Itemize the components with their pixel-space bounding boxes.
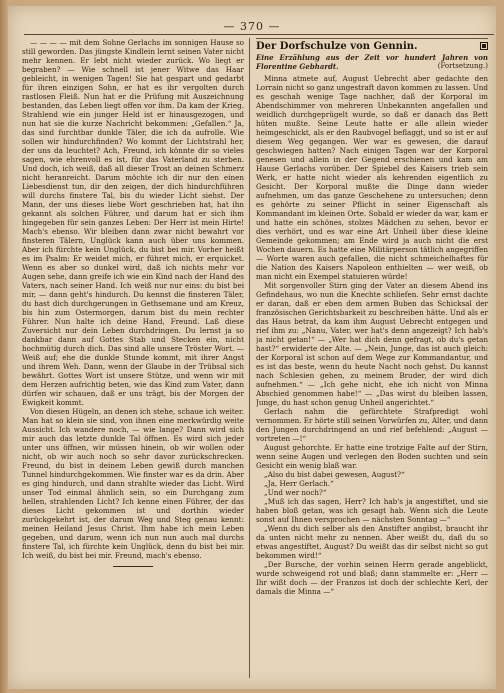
right-column	[256, 38, 488, 686]
story-paragraph: „Und wer noch?“	[264, 488, 327, 497]
column-divider	[249, 38, 250, 678]
story-paragraph: Gerlach nahm die gefürchtete Strafpredigt wohl vernommen. Er hörte still seinen Vorwürfen zu, Alter, und dann den Jungen durchdringend an und rief befehlend: „August — vortreten —!“	[256, 407, 488, 443]
left-paragraph: Von diesen Hügeln, an denen ich stehe, schaue ich weiter. Man hat so klein sie sind, von ihnen eine merkwürdig weite Aussicht. Ich wandere noch, — wie lange? Dann wird sich mir auch das letzte dunkle Tal öffnen. Es wird sich jeder unter uns öffnen, wir müssen hinein, ob wir wollen oder nicht, ob wir auch noch so sehr davor zurückschrecken. Freund, du bist in deinem Leben gewiß durch manchen Tunnel hindurchgekommen. Wie finster war es da drin. Aber es ging hindurch, und dann strahlte wieder das Licht. Wird unser Tod einmal ähnlich sein, so ein Durchgang zum hellen, strahlenden Licht? Ich kenne einen Führer, der das dieses Licht gekommen ist und dorthin wieder zurückgekehrt ist, der darum Weg und Steg genau kennt: meinen Heiland Jesus Christ. Ihm habe ich mein Leben gegeben, und darum, wenn ich nun nun auch mal durchs finstere Tal, ich fürchte kein Unglück, denn du bist bei mir. Ich weiß, du bist bei mir. Freund, mach's ebenso.	[22, 407, 244, 560]
story-subtitle	[256, 53, 488, 71]
left-column	[22, 38, 244, 686]
story-paragraph: „Ja, Herr Gerlach.“	[264, 479, 334, 488]
section-end-rule	[113, 566, 153, 567]
story-subtitle-text: Eine Erzählung aus der Zeit vor hundert Jahren von Florentine Gebhardt.	[256, 53, 488, 71]
story-title-text: Der Dorfschulze von Gennin.	[256, 41, 418, 52]
ornament-square-icon	[480, 42, 488, 50]
story-paragraph: „Der Bursche, der vorhin seinen Herrn gerade angeblickt, wurde schweigend rot und blaß; dann stammelte er: „Herr — Ihr wißt doch — der Franzos ist doch der schlechte Kerl, der damals die Minna —“	[256, 560, 488, 596]
story-paragraph: Minna atmete auf, August Uebrecht aber gedachte den Lorrain nicht so ganz ungestraft davon kommen zu lassen. Und es geschah wenige Tage nachher, daß der Korporal im Abendschimmer von mehreren Unbekannten angefallen und weidlich durchgeprügelt wurde, so daß er danach das Bett hüten mußte. Seine Leute hatte er alle allein wieder heimgeschickt, als er den Raubvogel beflaggt, und so ist er auf diesem Weg gegangen. Wer war es gewesen, die darauf geschwiegen hatten? Nach einigen Tagen war der Korporal genesen und allein in der Gegend erschienen und kam am Hause Gerlachs vorüber. Der Spiebel des Kaisers trieb sein Werk, er hatte nicht wieder als kehrenden eigentlich zu Gesicht. Der Korporal mußte die Dinge dann wieder aufnehmen, um das ganze Geschehene zu untersuchen; denn es gehörte zu seiner Pflicht in seiner Eigenschaft als Kommandant im kleinen Orte. Sobald er wieder da war, kam er und hatte ein schönes, stolzes Mädchen zu sehen, bevor er dies verhört, und es war eine Art Unheil über diese kleine Gemeinde gekommen; am Ende wird ja auch nicht die erst Wochen dauern. Es hatte eine Militärperson tätlich angegriffen — Worte waren auch gefallen, die nicht schmeichelhaftes für die Nation des Kaisers Napoleon enthielten — wer weiß, ob man nicht ein Exempel statuieren würde!	[256, 74, 488, 281]
story-paragraph: „Muß ich das sagen, Herr? Ich hab's ja angestiftet, und sie haben bloß getan, was ich gesagt hab. Wenn sich die Leute sonst auf Ihnen versprochen — nächsten Sonntag —“	[256, 497, 488, 524]
story-title	[256, 38, 488, 53]
page-number: — 370 —	[223, 20, 281, 33]
page-gutter-edge	[0, 0, 8, 693]
story-paragraph: Mit sorgenvoller Stirn ging der Vater an diesem Abend ins Gefindehaus, wo nun die Knechte schliefen. Sehr ernst dachte er daran, daß er eben dem armen Buben das Schicksal der französischen Gerichtsbarkeit zu beschreiben hätte. Und als er das Haus betrat, da kam ihm August Uebrecht entgegen und rief ihm zu: „Nanu, Vater, wer hat's denn angezeigt? Ich hab's ja nicht getan!“ — „Wer hat dich denn gefragt, ob du's getan hast?“ erwiderte der Alte. — „Nein, Junge, das ist auch gleich: der Korporal ist schon auf dem Wege zur Kommandantur, und es ist das beste, wenn du heute Nacht noch gehst. Du kannst nach Schlesien gehen, zu meinem Bruder, der wird dich aufnehmen.“ — „Ich gehe nicht, ehe ich nicht von Minna Abschied genommen habe!“ — „Das wirst du bleiben lassen, Junge, du hast schon genug Unheil angerichtet.“	[256, 281, 488, 407]
story-paragraph: „Also du bist dabei gewesen, August?“	[264, 470, 405, 479]
story-paragraph: „Wenn du dich selber als den Anstifter angibst, braucht ihr da unten nicht mehr zu nennen. Aber weißt du, daß du so etwas angestiftet, August? Du weißt das dir selbst nicht so gut bekommen wird!“	[256, 524, 488, 560]
header-rule	[24, 34, 494, 35]
left-paragraph: — — — — mit dem Sohne Gerlachs im sonnigen Hause so still geworden. Das jüngste Kindlein lernt seinen Vater nicht mehr kennen. Er lebt nicht wieder zurück. Wo liegt er begraben? — Wie schnell ist jener Witwe das Haar gebleicht, in wenigen Tagen! Sie hat gespart und gedarbt für ihren einzigen Sohn, er hat es ihr vergolten durch rastlosen Fleiß. Nun hat er die Prüfung mit Auszeichnung bestanden, das Leben liegt offen vor ihm. Da kam der Krieg. Strahlend wie ein junger Held ist er hinausgezogen, und nun hat sie die kurze Nachricht bekommen: „Gefallen.“ Ja, das sind furchtbar dunkle Täler, die ich da aufrolle. Wie sollen wir hindurchfinden? Wo kommt der Lichtstrahl her, der uns da leuchtet? Ach, Freund, ich könnte dir so vieles sagen, wie ehrenvoll es ist, für das Vaterland zu sterben. Und doch, ich weiß, daß all dieser Trost an deinen Schmerz nicht heranreicht. Darum möchte ich dir nur den einen Liebesdienst tun, dir den zeigen, der dich hindurchführen will durchs finstere Tal, bis du wieder Licht siehst. Der Mann, der uns dieses liebe Wort geschrieben hat, hat ihn gekannt als solchen Führer, und darum hat er sich ihm hingegeben für sein ganzes Leben: Der Herr ist mein Hirte! Mach's ebenso. Wir bleiben dann zwar nicht bewahrt vor finsteren Tälern, Unglück kann auch über uns kommen. Aber ich fürchte kein Unglück, du bist bei mir. Vorher heißt es im Psalm: Er weidet mich, er führet mich, er erquicket. Wenn es aber so dunkel wird, daß ich nichts mehr vor Augen sehe, dann greife ich wie ein Kind nach der Hand des Vaters, nach seiner Hand. Ich weiß nur nur eins: du bist bei mir, — dann geht's hindurch. Du kennst die finsteren Täler, du hast dich durchgerungen in Gethsemane und am Kreuz, bis hin zum Ostermorgen, darum bist du mein rechter Führer. Nun halte ich deine Hand, Freund. Laß diese Zuversicht nur dein Leben durchdringen. Du lernst ja so dankbar dann auf Gottes Stab und Stecken ein, nicht hochmütig durch dich. Das sind alle unsere Tröster Wort. — Weiß auf; ehe die dunkle Stunde kommt, mit ihrer Angst und ihrem Weh. Dann, wenn der Glaube in der Trübsal sich bewährt. Gottes Wort ist unsere Stütze, und wenn wir mit dem Herzen aufrichtig beten, wie das Kind zum Vater, dann dürfen wir schauen, daß er uns trägt, bis der Morgen der Ewigkeit kommt.	[22, 38, 244, 407]
story-paragraph: August gehorchte. Er hatte eine trotzige Falte auf der Stirn, wenn seine Augen und verlegen den Boden suchten und sein Gesicht ein wenig blaß war.	[256, 443, 488, 470]
continuation-label: (Fortsetzung.)	[437, 62, 488, 70]
